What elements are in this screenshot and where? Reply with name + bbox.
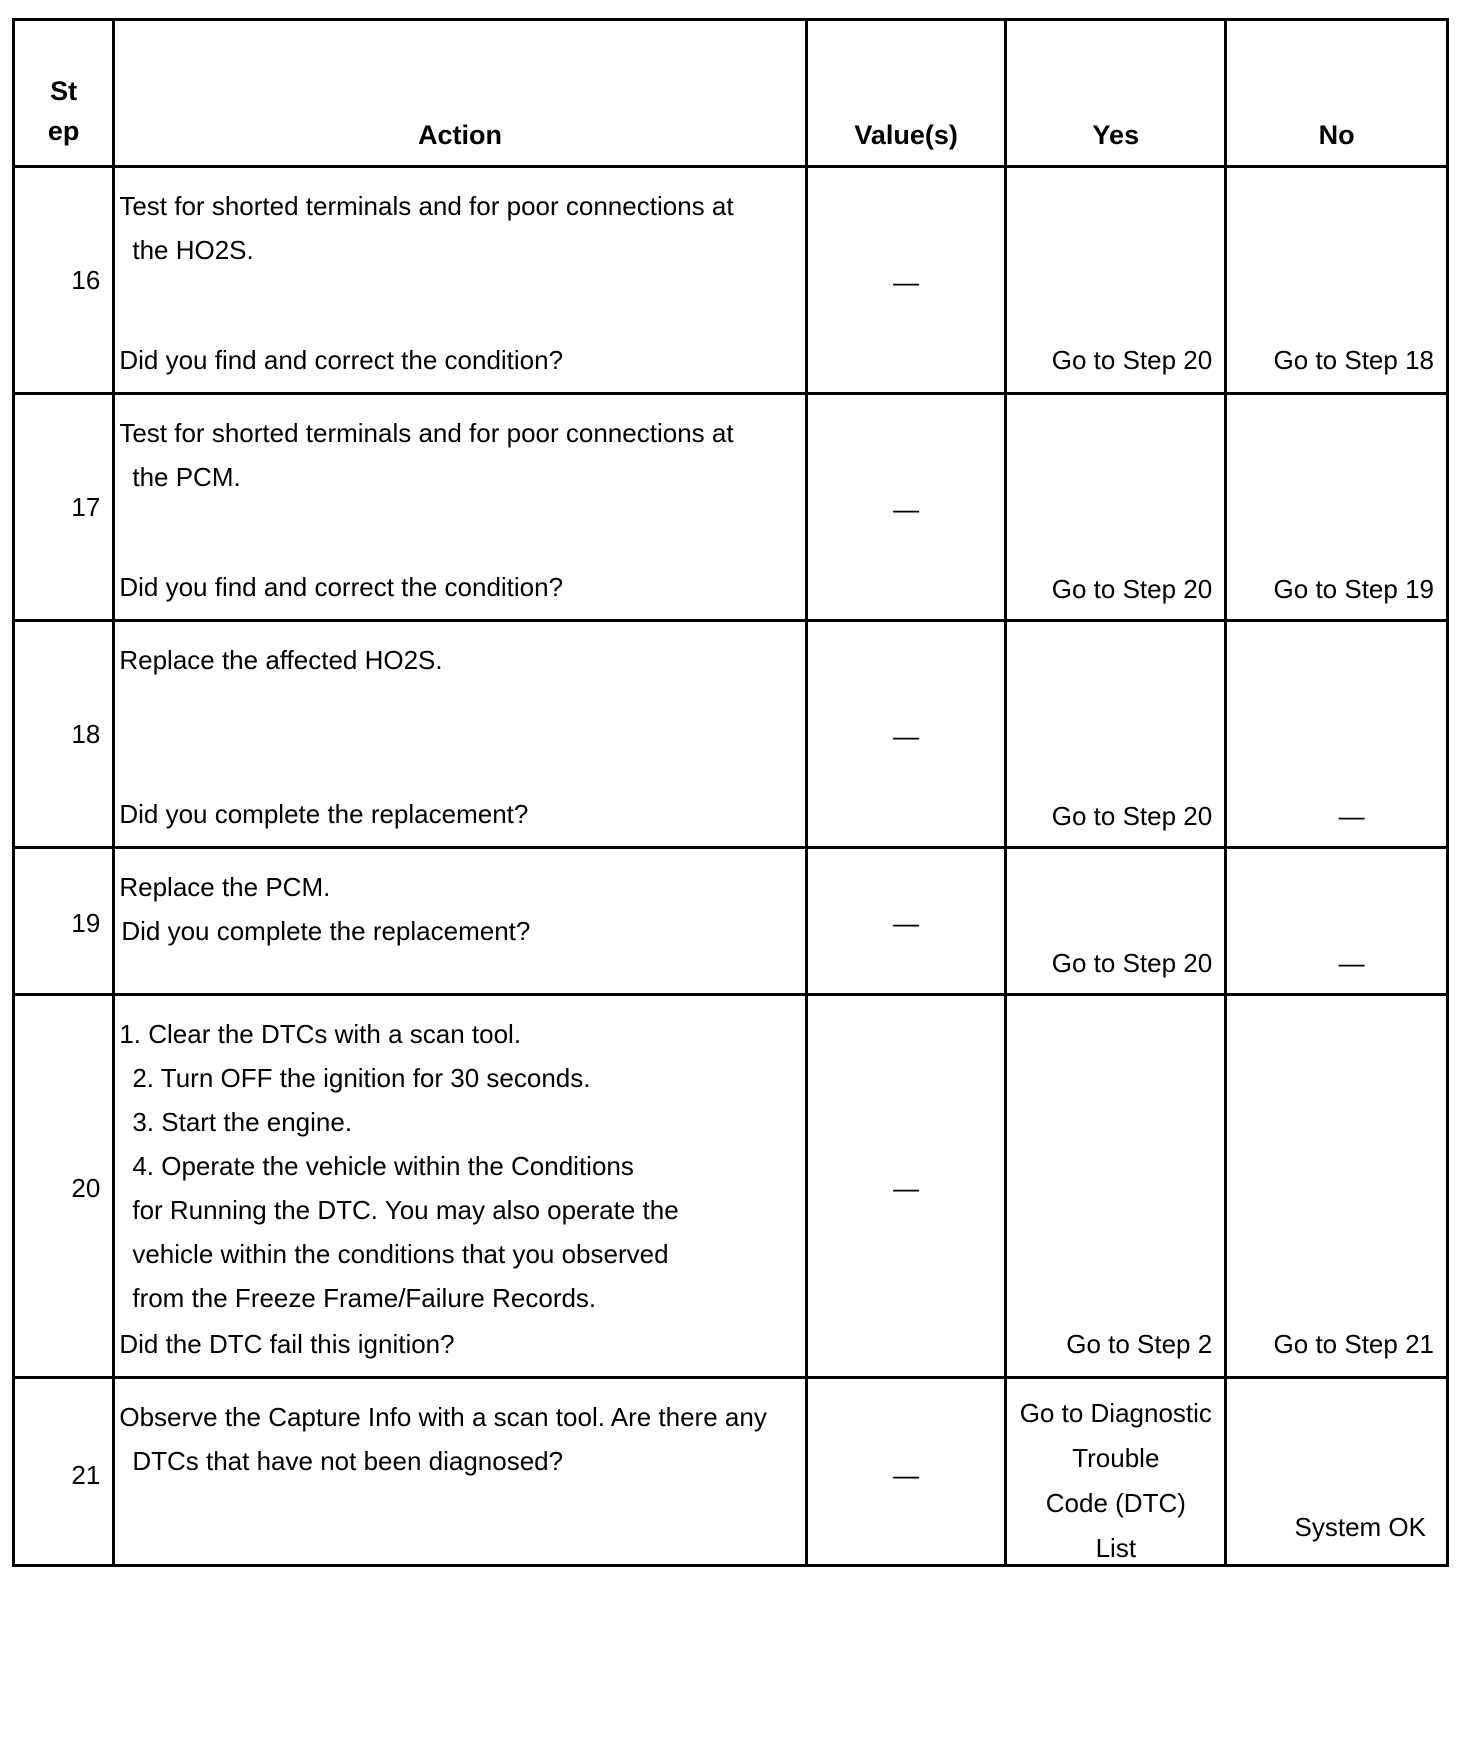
- question-text: Did you complete the replacement?: [119, 799, 529, 829]
- table-row: [14, 848, 1448, 995]
- yes-cell: Go to Step 20: [1006, 394, 1226, 621]
- action-cell: 1. Clear the DTCs with a scan tool. 2. Turn OFF the ignition for 30 seconds. 3. Start the engine. 4. Operate the vehicle within the Conditions for Running the DTC. You may also operate the vehicle within the conditions that you observed from the Freeze Frame/Failure Records. Did the DTC fail this ignition?: [114, 995, 806, 1378]
- value-cell: —: [806, 1378, 1006, 1566]
- no-cell: Go to Step 18: [1226, 167, 1448, 394]
- action-cell: Observe the Capture Info with a scan tool. Are there any DTCs that have not been diagnosed?: [114, 1378, 806, 1566]
- action-cell: Replace the PCM. Did you complete the replacement?: [114, 848, 806, 995]
- no-cell: —: [1226, 848, 1448, 995]
- step-cell: 17: [14, 394, 114, 621]
- yes-cell: Go to Step 2: [1006, 995, 1226, 1378]
- table-row: [14, 995, 1448, 1378]
- no-cell: —: [1226, 621, 1448, 848]
- header-yes: Yes: [1006, 20, 1226, 167]
- table-row: [14, 167, 1448, 394]
- header-values: Value(s): [806, 20, 1006, 167]
- value-cell: —: [806, 394, 1006, 621]
- yes-cell: Go to Step 20: [1006, 621, 1226, 848]
- table-row: [14, 394, 1448, 621]
- header-action: Action: [114, 20, 806, 167]
- question-text: Did you find and correct the condition?: [119, 345, 564, 375]
- value-cell: —: [806, 995, 1006, 1378]
- step-cell: 18: [14, 621, 114, 848]
- diagnostic-table: [12, 18, 1449, 1567]
- yes-cell: Go to Step 20: [1006, 167, 1226, 394]
- header-row: [14, 20, 1448, 167]
- value-cell: —: [806, 621, 1006, 848]
- action-cell: Replace the affected HO2S. Did you complete the replacement?: [114, 621, 806, 848]
- no-cell: System OK: [1226, 1378, 1448, 1566]
- action-cell: Test for shorted terminals and for poor connections at the HO2S. Did you find and correct the condition?: [114, 167, 806, 394]
- table-row: [14, 1378, 1448, 1566]
- yes-cell: Go to Diagnostic Trouble Code (DTC) List: [1006, 1378, 1226, 1566]
- question-text: Did you find and correct the condition?: [119, 572, 564, 602]
- header-step: St ep: [14, 20, 114, 167]
- step-cell: 19: [14, 848, 114, 995]
- yes-cell: Go to Step 20: [1006, 848, 1226, 995]
- table-row: [14, 621, 1448, 848]
- action-cell: Test for shorted terminals and for poor connections at the PCM. Did you find and correct the condition?: [114, 394, 806, 621]
- step-cell: 21: [14, 1378, 114, 1566]
- step-cell: 20: [14, 995, 114, 1378]
- header-no: No: [1226, 20, 1448, 167]
- value-cell: —: [806, 167, 1006, 394]
- no-cell: Go to Step 21: [1226, 995, 1448, 1378]
- question-text: Did the DTC fail this ignition?: [119, 1329, 455, 1359]
- step-cell: 16: [14, 167, 114, 394]
- no-cell: Go to Step 19: [1226, 394, 1448, 621]
- value-cell: —: [806, 848, 1006, 995]
